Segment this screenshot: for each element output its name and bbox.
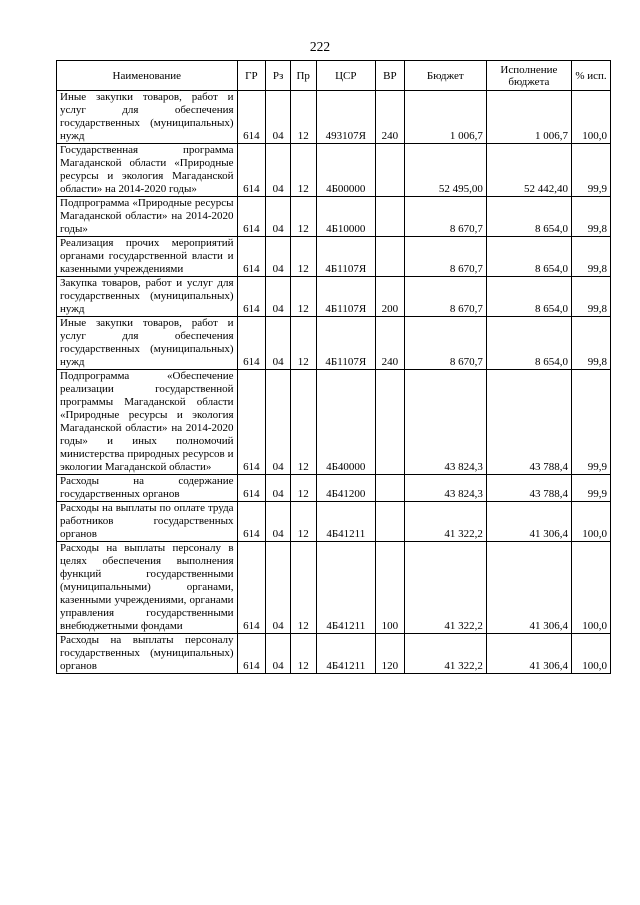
cell-name: Государственная программа Магаданской области «Природные ресурсы и экология Магаданской области» на 2014-2020 годы» — [57, 144, 238, 197]
cell-rz: 04 — [266, 277, 291, 317]
cell-vr: 120 — [376, 634, 405, 674]
cell-csr: 4Б41211 — [316, 542, 376, 634]
cell-budget: 41 322,2 — [404, 542, 486, 634]
cell-vr: 240 — [376, 91, 405, 144]
cell-csr: 4Б10000 — [316, 197, 376, 237]
table-row — [57, 237, 611, 277]
cell-vr — [376, 144, 405, 197]
budget-table — [56, 60, 611, 674]
cell-percent: 100,0 — [571, 542, 610, 634]
cell-csr: 4Б1107Я — [316, 277, 376, 317]
cell-execution: 43 788,4 — [486, 475, 571, 502]
cell-execution: 41 306,4 — [486, 502, 571, 542]
cell-name: Иные закупки товаров, работ и услуг для обеспечения государственных (муниципальных) нужд — [57, 317, 238, 370]
cell-name: Подпрограмма «Природные ресурсы Магаданской области» на 2014-2020 годы» — [57, 197, 238, 237]
cell-execution: 41 306,4 — [486, 634, 571, 674]
table-row — [57, 542, 611, 634]
cell-vr — [376, 370, 405, 475]
cell-budget: 52 495,00 — [404, 144, 486, 197]
header-row — [57, 61, 611, 91]
cell-execution: 41 306,4 — [486, 542, 571, 634]
cell-rz: 04 — [266, 370, 291, 475]
cell-percent: 100,0 — [571, 502, 610, 542]
cell-csr: 4Б00000 — [316, 144, 376, 197]
table-row — [57, 144, 611, 197]
cell-gr: 614 — [237, 475, 266, 502]
cell-pr: 12 — [290, 144, 316, 197]
cell-gr: 614 — [237, 237, 266, 277]
cell-pr: 12 — [290, 475, 316, 502]
table-row — [57, 475, 611, 502]
cell-percent: 99,8 — [571, 197, 610, 237]
cell-rz: 04 — [266, 634, 291, 674]
cell-percent: 99,8 — [571, 317, 610, 370]
cell-csr: 4Б40000 — [316, 370, 376, 475]
cell-budget: 8 670,7 — [404, 317, 486, 370]
cell-csr: 4Б41211 — [316, 634, 376, 674]
cell-gr: 614 — [237, 370, 266, 475]
cell-budget: 41 322,2 — [404, 634, 486, 674]
cell-execution: 8 654,0 — [486, 197, 571, 237]
cell-budget: 1 006,7 — [404, 91, 486, 144]
cell-gr: 614 — [237, 634, 266, 674]
cell-rz: 04 — [266, 91, 291, 144]
header-budget: Бюджет — [404, 61, 486, 91]
cell-rz: 04 — [266, 475, 291, 502]
cell-csr: 4Б41200 — [316, 475, 376, 502]
cell-name: Подпрограмма «Обеспечение реализации государственной программы Магаданской области «Природные ресурсы и экология Магаданской области» на 2014-2020 годы» и иных полномочий министерства природных ресурсов и экологии Магаданской области» — [57, 370, 238, 475]
cell-vr: 200 — [376, 277, 405, 317]
cell-gr: 614 — [237, 317, 266, 370]
header-execution: Исполнение бюджета — [486, 61, 571, 91]
cell-gr: 614 — [237, 144, 266, 197]
cell-pr: 12 — [290, 542, 316, 634]
cell-gr: 614 — [237, 542, 266, 634]
cell-rz: 04 — [266, 317, 291, 370]
cell-budget: 8 670,7 — [404, 197, 486, 237]
cell-vr — [376, 237, 405, 277]
cell-execution: 8 654,0 — [486, 277, 571, 317]
cell-execution: 8 654,0 — [486, 317, 571, 370]
cell-rz: 04 — [266, 542, 291, 634]
cell-rz: 04 — [266, 197, 291, 237]
header-gr: ГР — [237, 61, 266, 91]
cell-pr: 12 — [290, 197, 316, 237]
cell-name: Реализация прочих мероприятий органами государственной власти и казенными учреждениями — [57, 237, 238, 277]
table-row — [57, 197, 611, 237]
cell-pr: 12 — [290, 277, 316, 317]
table-row — [57, 634, 611, 674]
cell-name: Расходы на содержание государственных органов — [57, 475, 238, 502]
table-row — [57, 370, 611, 475]
cell-vr: 240 — [376, 317, 405, 370]
cell-execution: 52 442,40 — [486, 144, 571, 197]
cell-name: Расходы на выплаты по оплате труда работников государственных органов — [57, 502, 238, 542]
cell-pr: 12 — [290, 317, 316, 370]
header-csr: ЦСР — [316, 61, 376, 91]
header-rz: Рз — [266, 61, 291, 91]
cell-csr: 4Б1107Я — [316, 317, 376, 370]
cell-name: Расходы на выплаты персоналу в целях обеспечения выполнения функций государственными (муниципальными) органами, казенными учреждениями, органами управления государственными внебюджетными фондами — [57, 542, 238, 634]
cell-percent: 100,0 — [571, 634, 610, 674]
header-name: Наименование — [57, 61, 238, 91]
cell-gr: 614 — [237, 91, 266, 144]
table-row — [57, 317, 611, 370]
cell-budget: 43 824,3 — [404, 475, 486, 502]
cell-budget: 8 670,7 — [404, 237, 486, 277]
cell-execution: 1 006,7 — [486, 91, 571, 144]
cell-name: Иные закупки товаров, работ и услуг для обеспечения государственных (муниципальных) нужд — [57, 91, 238, 144]
cell-vr — [376, 475, 405, 502]
cell-execution: 8 654,0 — [486, 237, 571, 277]
cell-gr: 614 — [237, 277, 266, 317]
cell-rz: 04 — [266, 144, 291, 197]
cell-rz: 04 — [266, 502, 291, 542]
cell-csr: 4Б1107Я — [316, 237, 376, 277]
cell-pr: 12 — [290, 91, 316, 144]
header-vr: ВР — [376, 61, 405, 91]
cell-pr: 12 — [290, 237, 316, 277]
cell-budget: 41 322,2 — [404, 502, 486, 542]
cell-name: Закупка товаров, работ и услуг для государственных (муниципальных) нужд — [57, 277, 238, 317]
cell-rz: 04 — [266, 237, 291, 277]
table-row — [57, 502, 611, 542]
header-pr: Пр — [290, 61, 316, 91]
cell-vr — [376, 502, 405, 542]
table-row — [57, 277, 611, 317]
cell-gr: 614 — [237, 502, 266, 542]
cell-name: Расходы на выплаты персоналу государственных (муниципальных) органов — [57, 634, 238, 674]
cell-pr: 12 — [290, 370, 316, 475]
cell-percent: 99,9 — [571, 144, 610, 197]
cell-pr: 12 — [290, 502, 316, 542]
cell-pr: 12 — [290, 634, 316, 674]
cell-percent: 99,9 — [571, 370, 610, 475]
cell-vr — [376, 197, 405, 237]
table-row — [57, 91, 611, 144]
cell-percent: 99,9 — [571, 475, 610, 502]
page-number: 222 — [309, 39, 331, 54]
cell-gr: 614 — [237, 197, 266, 237]
cell-budget: 8 670,7 — [404, 277, 486, 317]
cell-percent: 99,8 — [571, 237, 610, 277]
cell-budget: 43 824,3 — [404, 370, 486, 475]
cell-csr: 4Б41211 — [316, 502, 376, 542]
cell-vr: 100 — [376, 542, 405, 634]
cell-percent: 99,8 — [571, 277, 610, 317]
cell-csr: 493107Я — [316, 91, 376, 144]
cell-execution: 43 788,4 — [486, 370, 571, 475]
cell-percent: 100,0 — [571, 91, 610, 144]
header-percent: % исп. — [571, 61, 610, 91]
